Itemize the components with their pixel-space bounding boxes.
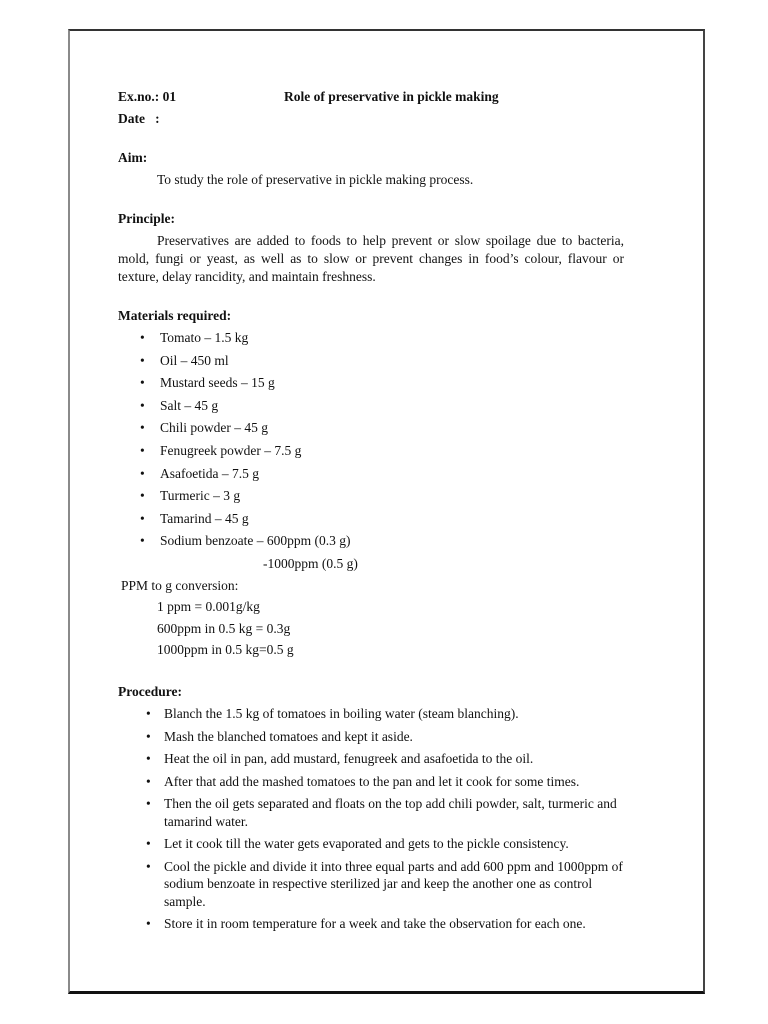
date-field: Date :	[118, 111, 160, 126]
procedure-step	[118, 858, 624, 911]
material-item	[118, 352, 624, 375]
bullet-icon: •	[140, 397, 145, 413]
procedure-step-text: Cool the pickle and divide it into three equal parts and add 600 ppm and 1000ppm of sodium benzoate in respective sterilized jar and keep the another one as control sample.	[164, 858, 623, 909]
procedure-list	[118, 705, 624, 933]
material-item	[118, 329, 624, 352]
bullet-icon: •	[146, 773, 151, 789]
bullet-icon: •	[140, 442, 145, 458]
procedure-step	[118, 795, 624, 830]
bullet-icon: •	[146, 836, 151, 851]
header-row	[118, 88, 624, 110]
procedure-step-text: Then the oil gets separated and floats on the top add chili powder, salt, turmeric and tamarind water.	[164, 796, 617, 829]
bullet-icon: •	[146, 706, 151, 721]
procedure-step-text: Mash the blanched tomatoes and kept it aside.	[164, 728, 413, 744]
material-item	[118, 397, 624, 420]
aim-heading: Aim:	[118, 150, 148, 165]
material-item	[118, 532, 624, 555]
procedure-step-text: Heat the oil in pan, add mustard, fenugreek and asafoetida to the oil.	[164, 751, 534, 766]
bullet-icon: •	[140, 420, 145, 436]
document-content	[118, 88, 624, 938]
material-item	[118, 442, 624, 465]
bullet-icon: •	[140, 375, 145, 391]
procedure-step-text: Store it in room temperature for a week and take the observation for each one.	[164, 916, 586, 931]
material-item-text: Oil – 450 ml	[160, 352, 229, 368]
bullet-icon: •	[146, 751, 151, 766]
experiment-number: Ex.no.: 01	[118, 89, 177, 104]
procedure-step	[118, 750, 624, 768]
conversion-heading: PPM to g conversion:	[121, 577, 239, 593]
material-item-text: Turmeric – 3 g	[160, 488, 241, 504]
document-title: Role of preservative in pickle making	[284, 89, 499, 104]
bullet-icon: •	[146, 728, 151, 744]
procedure-heading: Procedure:	[118, 684, 182, 699]
procedure-step	[118, 773, 624, 791]
material-item-text: Salt – 45 g	[160, 397, 219, 413]
bullet-icon: •	[146, 796, 151, 811]
procedure-step	[118, 915, 624, 933]
material-item-text: Chili powder – 45 g	[160, 420, 268, 436]
procedure-step-text: After that add the mashed tomatoes to the pan and let it cook for some times.	[164, 773, 580, 789]
procedure-step-text: Let it cook till the water gets evaporated and gets to the pickle consistency.	[164, 836, 569, 851]
material-item	[118, 374, 624, 397]
conversion-line: 1000ppm in 0.5 kg=0.5 g	[157, 642, 294, 658]
principle-heading: Principle:	[118, 211, 175, 226]
material-item	[118, 465, 624, 488]
material-item	[118, 510, 624, 533]
conversion-line: 600ppm in 0.5 kg = 0.3g	[157, 620, 291, 636]
bullet-icon: •	[146, 858, 151, 874]
bullet-icon: •	[140, 510, 145, 526]
material-item-text: Tomato – 1.5 kg	[160, 330, 249, 345]
aim-text: To study the role of preservative in pickle making process.	[157, 172, 474, 187]
bullet-icon: •	[140, 465, 145, 481]
material-item-text: Fenugreek powder – 7.5 g	[160, 442, 302, 458]
conversion-line: 1 ppm = 0.001g/kg	[157, 598, 260, 614]
bullet-icon: •	[146, 916, 151, 931]
procedure-step	[118, 835, 624, 853]
material-item	[118, 419, 624, 442]
material-item-text: Asafoetida – 7.5 g	[160, 465, 259, 481]
procedure-step	[118, 705, 624, 723]
materials-extra-line: -1000ppm (0.5 g)	[263, 555, 358, 571]
document-page	[68, 29, 705, 994]
materials-heading: Materials required:	[118, 308, 232, 323]
bullet-icon: •	[140, 330, 145, 345]
principle-text: Preservatives are added to foods to help prevent or slow spoilage due to bacteria, mold, fungi or yeast, as well as to slow or prevent changes in food’s colour, flavour or texture, delay rancidity, and maintain freshness.	[118, 233, 624, 284]
bullet-icon: •	[140, 488, 145, 504]
bullet-icon: •	[140, 352, 145, 368]
procedure-step-text: Blanch the 1.5 kg of tomatoes in boiling water (steam blanching).	[164, 706, 519, 721]
materials-list	[118, 329, 624, 555]
conversion-lines	[118, 598, 624, 663]
material-item-text: Mustard seeds – 15 g	[160, 375, 275, 391]
material-item	[118, 487, 624, 510]
procedure-step	[118, 728, 624, 746]
material-item-text: Sodium benzoate – 600ppm (0.3 g)	[160, 533, 351, 549]
bullet-icon: •	[140, 533, 145, 549]
material-item-text: Tamarind – 45 g	[160, 510, 249, 526]
